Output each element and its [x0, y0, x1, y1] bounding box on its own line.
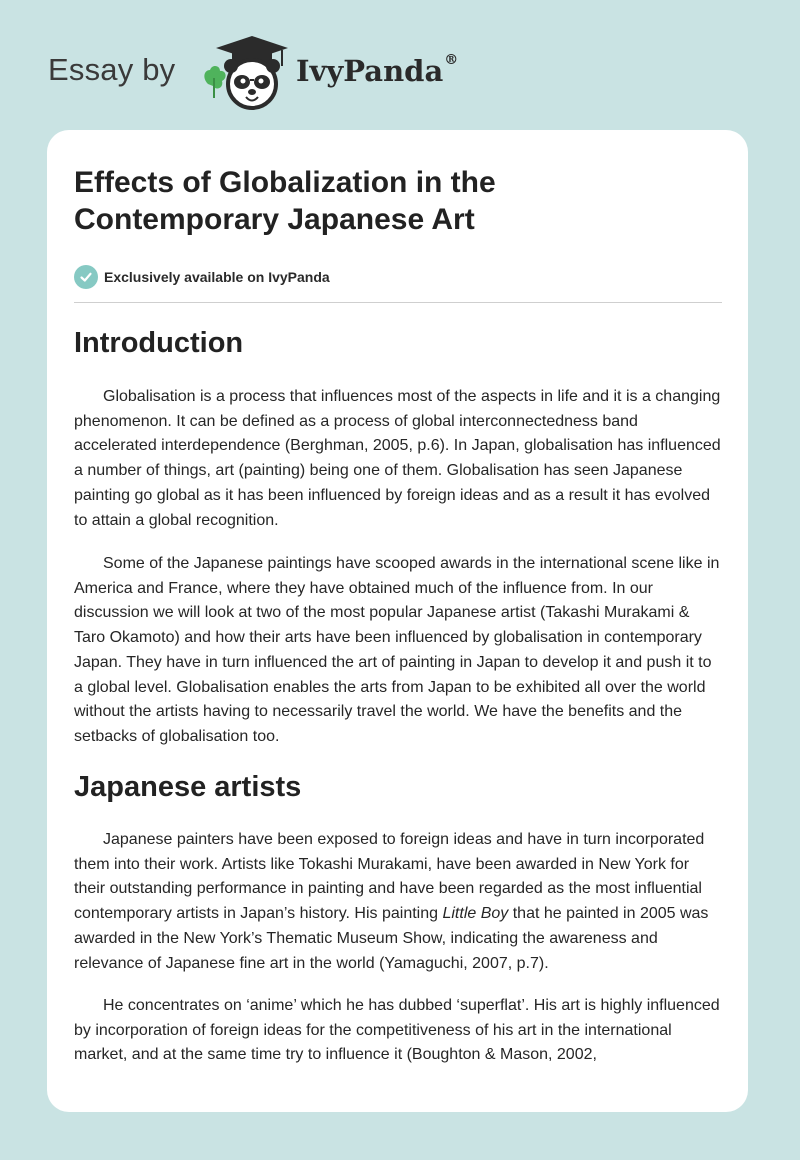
- paragraph-text: Japanese painters have been exposed to foreign ideas and have in turn incorporated them into their work. Artists like Tokashi Murakami, have been awarded in New York for their outstanding performance in painting and have been regarded as the most influential contemporary artists in Japan’s history. His painting: [74, 831, 705, 923]
- paragraph: He concentrates on ‘anime’ which he has dubbed ‘superflat’. His art is highly influenced by incorporation of foreign ideas for the competitiveness of his art in the international market, and at the same time try to influence it (Boughton & Mason, 2002,: [74, 997, 720, 1064]
- brand-name[interactable]: [296, 54, 458, 88]
- site-header: [48, 34, 508, 114]
- artwork-title: Little Boy: [442, 905, 509, 923]
- exclusive-label: Exclusively available on IvyPanda: [104, 269, 330, 285]
- section-heading-introduction: Introduction: [74, 327, 244, 359]
- paragraph-text: that he painted in 2005 was awarded in the New York’s Thematic Museum Show, indicating the awareness and relevance of Japanese fine art in the world (Yamaguchi, 2007, p.7).: [74, 905, 709, 972]
- panda-logo-icon[interactable]: [200, 34, 292, 110]
- page-title: Effects of Globalization in the Contemporary Japanese Art: [74, 166, 496, 236]
- paragraph: Some of the Japanese paintings have scooped awards in the international scene like in America and France, where they have obtained much of the influence from. In our discussion we will look at two of the most popular Japanese artist (Takashi Murakami & Taro Okamoto) and how their arts have been influenced by globalisation in contemporary Japan. They have in turn influenced the art of painting in Japan to develop it and push it to a global level. Globalisation enables the arts from Japan to be exhibited all over the world without the artists having to necessarily travel the world. We have the benefits and the setbacks of globalisation too.: [74, 555, 720, 745]
- paragraph: [74, 828, 722, 976]
- divider: [74, 302, 722, 303]
- paragraph: Globalisation is a process that influences most of the aspects in life and it is a changing phenomenon. It can be defined as a process of global interconnectedness band accelerated interdependence (Berghman, 2005, p.6). In Japan, globalisation has influenced a number of things, art (painting) being one of them. Globalisation has seen Japanese painting go global as it has been influenced by foreign ideas and as a result it has evolved to attain a global recognition.: [74, 388, 721, 529]
- essay-card: [47, 130, 748, 1112]
- registered-mark: ®: [444, 52, 459, 68]
- essay-by-label: Essay by: [48, 52, 176, 87]
- check-icon: [74, 265, 98, 289]
- brand-name-text: IvyPanda: [296, 54, 444, 88]
- exclusive-badge: [74, 264, 330, 290]
- section-heading-japanese-artists: Japanese artists: [74, 771, 302, 803]
